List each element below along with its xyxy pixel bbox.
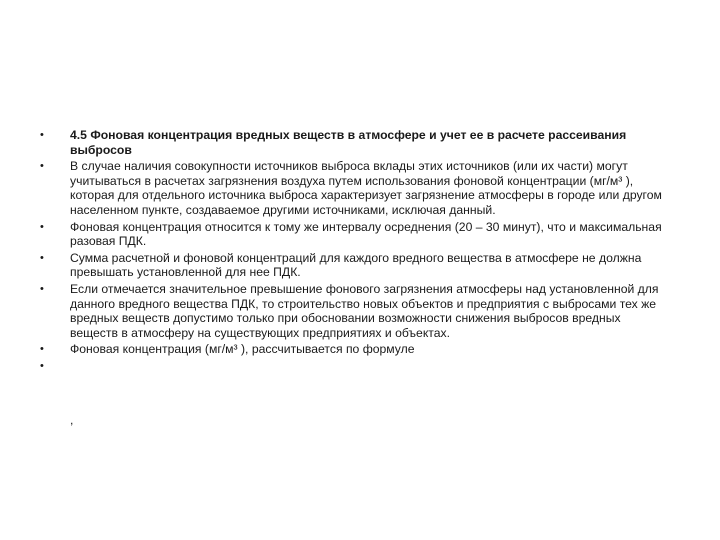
list-item-heading bbox=[40, 128, 670, 157]
paragraph-averaging-interval: Фоновая концентрация относится к тому же интервалу осреднения (20 – 30 минут), что и максимальная разовая ПДК. bbox=[70, 219, 662, 249]
list-item bbox=[40, 251, 670, 280]
bullet-marker: • bbox=[40, 251, 44, 264]
list-item bbox=[40, 220, 670, 249]
section-heading: 4.5 Фоновая концентрация вредных веществ в атмосфере и учет ее в расчете рассеивания выбросов bbox=[70, 128, 627, 157]
bullet-marker: • bbox=[40, 160, 44, 173]
list-item bbox=[40, 159, 670, 217]
paragraph-sum-limit: Сумма расчетной и фоновой концентраций для каждого вредного вещества в атмосфере не должна превышать установленной для нее ПДК. bbox=[70, 250, 642, 280]
paragraph-background-sources: В случае наличия совокупности источников выброса вклады этих источников (или их части) могут учитываться в расчетах загрязнения воздуха путем использования фоновой концентрации (мг/м³ ), которая для отдельного источника выброса характеризует загрязнение атмосферы в городе или другом населенном пункте, создаваемое другими источниками, исключая данный. bbox=[70, 159, 662, 217]
bullet-marker: • bbox=[40, 359, 44, 372]
formula-placeholder: , bbox=[70, 413, 74, 427]
paragraph-formula-intro: Фоновая концентрация (мг/м³ ), рассчитывается по формуле bbox=[70, 342, 415, 357]
bullet-list bbox=[40, 128, 670, 372]
bullet-marker: • bbox=[40, 343, 44, 356]
bullet-marker: • bbox=[40, 220, 44, 233]
list-item bbox=[40, 342, 670, 357]
bullet-marker: • bbox=[40, 282, 44, 295]
list-item bbox=[40, 282, 670, 340]
paragraph-exceedance: Если отмечается значительное превышение фонового загрязнения атмосферы над установленной для данного вредного вещества ПДК, то строительство новых объектов и предприятия с выбросами тех же вредных веществ допустимо только при обосновании возможности снижения выбросов вредных веществ в атмосферу на существующих предприятиях и объектах. bbox=[70, 281, 659, 340]
bullet-marker: • bbox=[40, 129, 44, 141]
